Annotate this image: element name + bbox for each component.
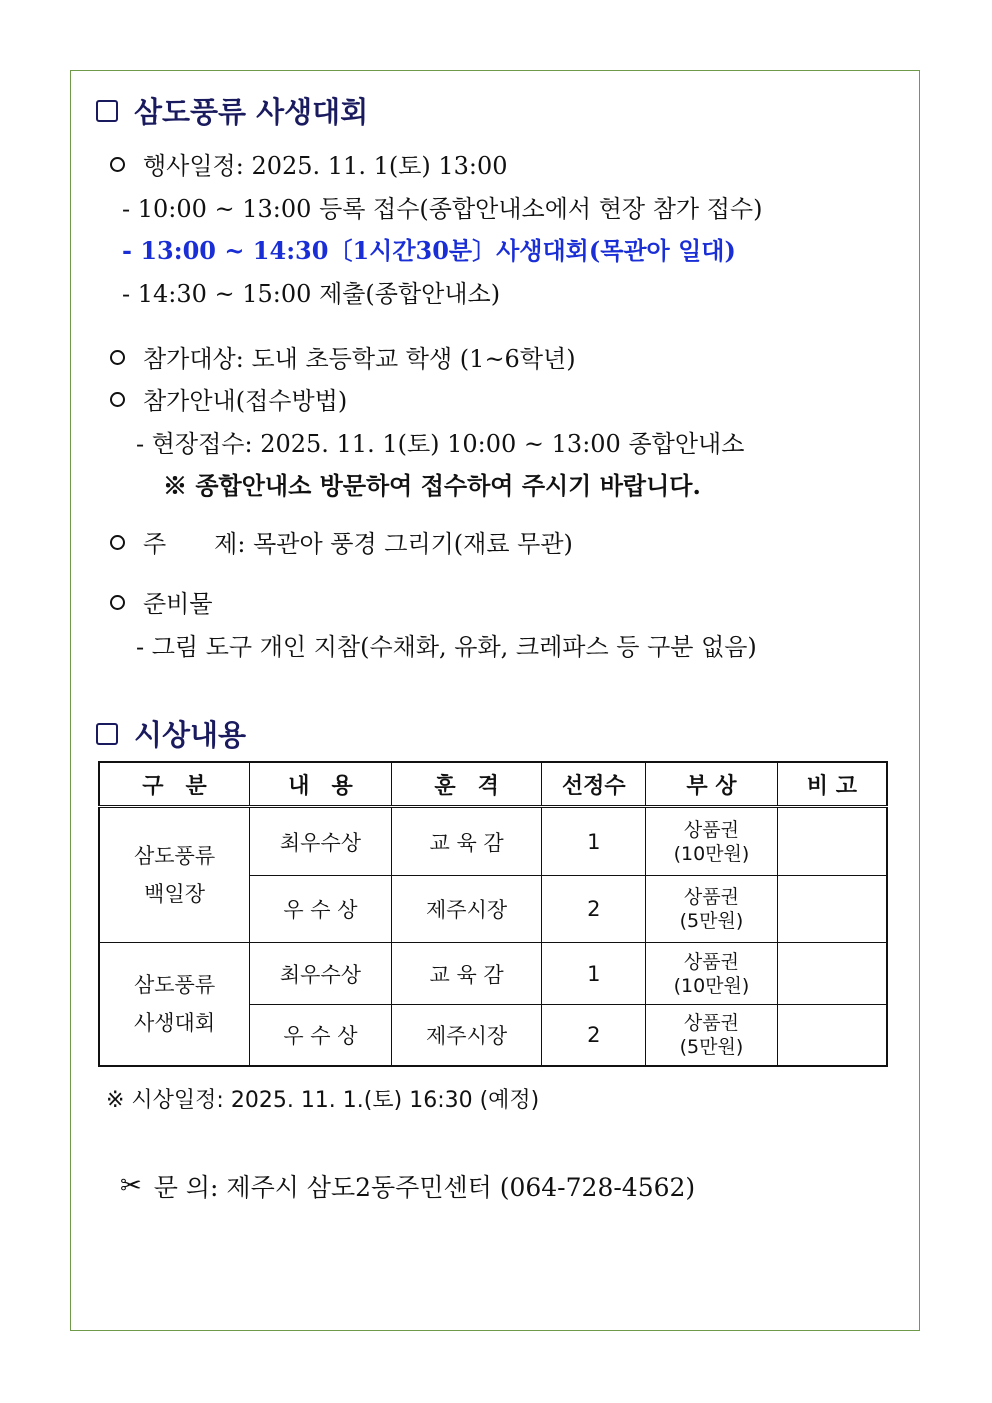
award-schedule-note: ※ 시상일정: 2025. 11. 1.(토) 16:30 (예정) [106, 1088, 540, 1113]
count-cell: 2 [542, 876, 646, 943]
contact-text: 문 의: 제주시 삼도2동주민센터 (064-728-4562) [153, 1173, 696, 1202]
remark-cell [777, 1005, 887, 1066]
header-remark: 비 고 [777, 762, 887, 807]
prize-line: (5만원) [679, 910, 744, 932]
section-title: 삼도풍류 사생대회 [134, 95, 369, 129]
content-cell: 최우수상 [250, 807, 392, 876]
table-header-row [99, 762, 887, 807]
schedule-text: 행사일정: 2025. 11. 1(토) 13:00 [143, 152, 508, 180]
supplies-line [110, 584, 213, 619]
prize-line: (10만원) [673, 974, 750, 997]
contact-line [120, 1168, 695, 1204]
circle-bullet-icon [110, 535, 125, 550]
count-cell: 1 [542, 943, 646, 1005]
supplies-text: 준비물 [143, 590, 213, 618]
prize-cell [646, 1005, 778, 1066]
awards-table [98, 761, 888, 1067]
schedule-item: - 14:30 ~ 15:00 제출(종합안내소) [122, 280, 501, 308]
theme-text: 주 제: 목관아 풍경 그리기(재료 무관) [143, 530, 573, 558]
honor-cell: 제주시장 [391, 876, 542, 943]
prize-line: 상품권 [683, 950, 739, 973]
target-line [110, 339, 576, 374]
schedule-item: - 10:00 ~ 13:00 등록 접수(종합안내소에서 현장 참가 접수) [122, 195, 763, 223]
category-line: 삼도풍류 [133, 844, 216, 868]
ribbon-bullet-icon: ✂ [120, 1171, 142, 1201]
prize-cell [646, 943, 778, 1005]
header-honor: 훈 격 [391, 762, 542, 807]
schedule-item-highlight: - 13:00 ~ 14:30〔1시간30분〕사생대회(목관아 일대) [122, 236, 736, 265]
supplies-item: - 그림 도구 개인 지참(수채화, 유화, 크레파스 등 구분 없음) [136, 633, 757, 661]
circle-bullet-icon [110, 595, 125, 610]
prize-line: (10만원) [673, 842, 750, 865]
circle-bullet-icon [110, 157, 125, 172]
count-cell: 2 [542, 1005, 646, 1066]
circle-bullet-icon [110, 350, 125, 365]
circle-bullet-icon [110, 392, 125, 407]
checkbox-square-icon [96, 723, 118, 745]
section-heading-contest [96, 90, 368, 131]
target-text: 참가대상: 도내 초등학교 학생 (1~6학년) [143, 345, 576, 373]
header-count: 선정수 [542, 762, 646, 807]
theme-line [110, 524, 573, 559]
honor-cell: 교 육 감 [391, 943, 542, 1005]
table-row [99, 807, 887, 876]
schedule-line [110, 146, 508, 181]
remark-cell [777, 876, 887, 943]
prize-line: 상품권 [683, 818, 739, 841]
content-cell: 우 수 상 [250, 1005, 392, 1066]
category-line: 사생대회 [133, 1010, 216, 1035]
content-cell: 최우수상 [250, 943, 392, 1005]
header-content: 내 용 [250, 762, 392, 807]
category-cell [99, 807, 250, 943]
prize-line: (5만원) [679, 1035, 744, 1058]
section-title: 시상내용 [134, 718, 247, 752]
guide-item: - 현장접수: 2025. 11. 1(토) 10:00 ~ 13:00 종합안내소 [136, 430, 745, 458]
table-row [99, 943, 887, 1005]
prize-cell [646, 876, 778, 943]
remark-cell [777, 943, 887, 1005]
remark-cell [777, 807, 887, 876]
prize-line: 상품권 [683, 1011, 739, 1034]
section-heading-awards [96, 713, 246, 754]
header-prize: 부 상 [646, 762, 778, 807]
guide-text: 참가안내(접수방법) [143, 387, 348, 415]
prize-cell [646, 807, 778, 876]
header-category: 구 분 [99, 762, 250, 807]
category-cell [99, 943, 250, 1066]
honor-cell: 제주시장 [391, 1005, 542, 1066]
honor-cell: 교 육 감 [391, 807, 542, 876]
checkbox-square-icon [96, 100, 118, 122]
category-line: 삼도풍류 [133, 972, 216, 997]
guide-note: ※ 종합안내소 방문하여 접수하여 주시기 바랍니다. [163, 471, 701, 500]
count-cell: 1 [542, 807, 646, 876]
category-line: 백일장 [144, 882, 205, 906]
content-cell: 우 수 상 [250, 876, 392, 943]
guide-line [110, 381, 347, 416]
prize-line: 상품권 [683, 886, 739, 908]
